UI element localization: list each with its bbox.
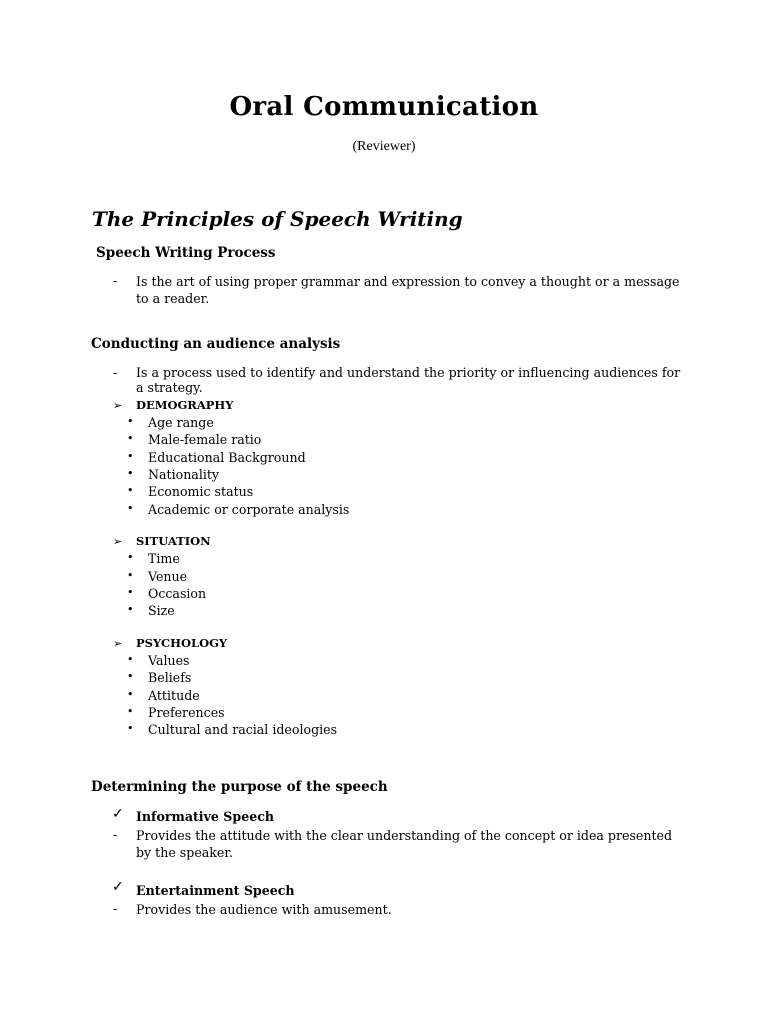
process-definition: Is the art of using proper grammar and expression to convey a thought or a message to a reader. <box>136 274 680 306</box>
dash-marker: - <box>113 365 118 380</box>
list-item: Time <box>148 551 180 566</box>
bullet-icon: • <box>127 586 134 599</box>
heading-speech-writing-process: Speech Writing Process <box>96 245 276 261</box>
bullet-icon: • <box>127 502 134 515</box>
purpose-description-informative: Provides the attitude with the clear understanding of the concept or idea presented by the speaker. <box>136 828 673 860</box>
checkmark-icon: ✓ <box>112 879 124 895</box>
list-item: Preferences <box>148 705 225 720</box>
heading-audience-analysis: Conducting an audience analysis <box>91 336 341 352</box>
list-item: Age range <box>148 415 214 430</box>
bullet-icon: • <box>127 653 134 666</box>
bullet-icon: • <box>127 450 134 463</box>
dash-marker: - <box>113 273 118 288</box>
bullet-icon: • <box>127 670 134 683</box>
group-label-psychology: PSYCHOLOGY <box>136 636 228 650</box>
purpose-description-entertainment: Provides the audience with amusement. <box>136 902 392 917</box>
group-label-demography: DEMOGRAPHY <box>136 398 234 412</box>
heading-purpose-of-speech: Determining the purpose of the speech <box>91 779 388 795</box>
list-item: Economic status <box>148 484 254 499</box>
bullet-icon: • <box>127 688 134 701</box>
list-item: Educational Background <box>148 450 306 465</box>
dash-marker: - <box>113 901 118 916</box>
arrow-bullet-icon: ➢ <box>113 637 123 650</box>
group-label-situation: SITUATION <box>136 534 211 548</box>
page-subtitle: (Reviewer) <box>352 139 416 154</box>
list-item: Academic or corporate analysis <box>148 502 350 517</box>
list-item: Attitude <box>148 688 200 703</box>
bullet-icon: • <box>127 432 134 445</box>
bullet-icon: • <box>127 705 134 718</box>
bullet-icon: • <box>127 484 134 497</box>
list-item: Venue <box>148 569 188 584</box>
list-item: Values <box>148 653 190 668</box>
list-item: Nationality <box>148 467 220 482</box>
list-item: Beliefs <box>148 670 192 685</box>
arrow-bullet-icon: ➢ <box>113 535 123 548</box>
list-item: Size <box>148 603 175 618</box>
bullet-icon: • <box>127 722 134 735</box>
purpose-type-informative: Informative Speech <box>136 809 275 824</box>
bullet-icon: • <box>127 467 134 480</box>
list-item: Cultural and racial ideologies <box>148 722 338 737</box>
arrow-bullet-icon: ➢ <box>113 399 123 412</box>
list-item: Male-female ratio <box>148 432 262 447</box>
bullet-icon: • <box>127 415 134 428</box>
bullet-icon: • <box>127 551 134 564</box>
bullet-icon: • <box>127 603 134 616</box>
dash-marker: - <box>113 827 118 842</box>
section-title: The Principles of Speech Writing <box>92 207 463 231</box>
audience-definition: Is a process used to identify and understand the priority or influencing audiences for a strategy. <box>136 365 681 395</box>
purpose-type-entertainment: Entertainment Speech <box>136 883 295 898</box>
bullet-icon: • <box>127 569 134 582</box>
checkmark-icon: ✓ <box>112 806 124 822</box>
page-title: Oral Communication <box>229 92 539 122</box>
list-item: Occasion <box>148 586 207 601</box>
